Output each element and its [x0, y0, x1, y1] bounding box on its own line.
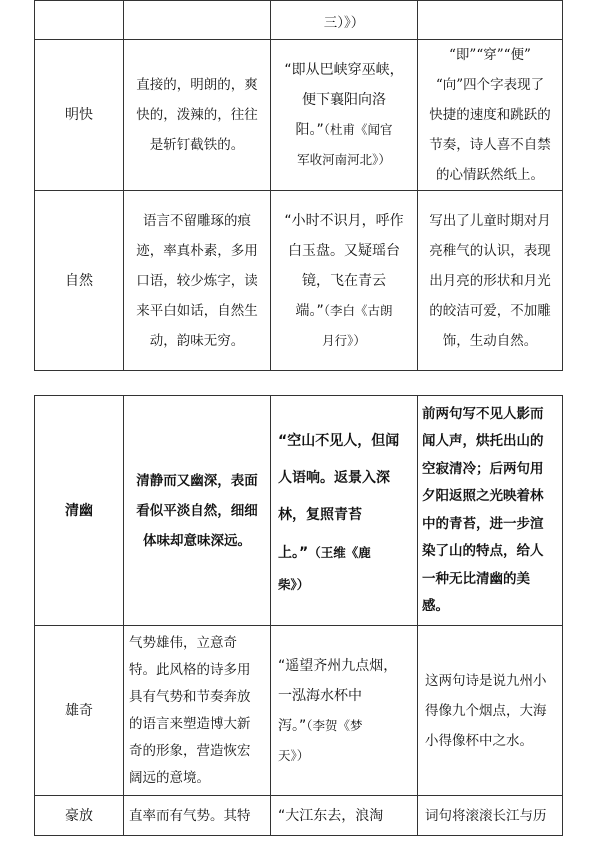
description-line: 特。此风格的诗多用: [129, 661, 251, 678]
description-line: 气势雄伟，立意奇: [129, 634, 237, 651]
analysis-line: 中的青苔，进一步渲: [422, 515, 544, 532]
analysis-line: 亮稚气的认识，表现: [429, 242, 551, 259]
description: [124, 70, 270, 160]
description-line: 快的，泼辣的，往往: [136, 107, 258, 123]
poem-line: “空山不见人，但闻: [278, 433, 400, 449]
description-line: 直率而有气势。其特: [129, 807, 251, 824]
poem-line: 一泓海水杯中: [278, 687, 362, 704]
poem-line: “大江东去，浪淘: [278, 807, 384, 824]
analysis-line: 饰，生动自然。: [442, 332, 538, 349]
analysis-line: 前两句写不见人影而: [422, 405, 544, 422]
poem-source: （李白《古朗: [323, 302, 393, 318]
poem-source: 柴》）: [278, 577, 310, 592]
poem-line: “即从巴峡穿巫峡，: [284, 62, 404, 78]
analysis-line: 快捷的速度和跳跃的: [429, 107, 551, 123]
style-name: 自然: [65, 272, 93, 289]
analysis-line: 一种无比清幽的美: [422, 570, 530, 587]
table-row: [35, 1, 563, 40]
poem-source: 天》）: [278, 747, 310, 763]
poem-line: 镜，飞在青云: [302, 272, 386, 289]
analysis-cell: [418, 796, 563, 836]
analysis-line: 夕阳返照之光映着林: [422, 488, 544, 504]
table-cell: [418, 1, 563, 40]
poem-cell: [271, 796, 418, 836]
analysis: [418, 40, 562, 190]
description-line: 动，韵味无穷。: [149, 332, 245, 349]
poem-source: 月行》）: [322, 332, 366, 348]
description-line: 具有气势和节奏奔放: [129, 688, 251, 705]
description-line: 语言不留雕琢的痕: [143, 212, 251, 229]
poem-example: [271, 206, 417, 356]
style-name-cell: [35, 40, 124, 191]
poem-line: 林，复照青苔: [278, 507, 362, 523]
description-line: 口语，较少炼字，读: [136, 272, 258, 289]
analysis-line: 闻人声，烘托出山的: [422, 433, 544, 449]
table-row: [35, 396, 563, 626]
style-name: 明快: [65, 107, 93, 123]
poem-line: “遥望齐州九点烟，: [278, 657, 398, 674]
analysis-line: 小得像杯中之水。: [425, 732, 533, 749]
poem-line: “小时不识月，呼作: [284, 212, 404, 229]
style-name: 雄奇: [65, 702, 93, 719]
analysis-line: 染了山的特点，给人: [422, 543, 544, 559]
analysis: [418, 206, 562, 356]
analysis-line: 节奏，诗人喜不自禁: [429, 137, 551, 153]
table-row: [35, 40, 563, 191]
poem-source: （李贺《梦: [306, 717, 363, 733]
table-row: [35, 626, 563, 796]
table-row: [35, 796, 563, 836]
description-cell: [124, 626, 271, 796]
analysis-cell: [418, 626, 563, 796]
description-line: 清静而又幽深，表面: [136, 472, 258, 489]
poem-cell: [271, 191, 418, 371]
analysis-line: “向”四个字表现了: [435, 77, 545, 93]
analysis-line: “即”“穿”“便”: [449, 47, 531, 63]
poem-source-tail: 三）》）: [323, 15, 365, 31]
description: [124, 466, 270, 556]
poem-line: 端。”: [295, 302, 324, 319]
description-cell: [124, 396, 271, 626]
table-row: [35, 191, 563, 371]
analysis: [418, 666, 562, 756]
poem-cell: [271, 626, 418, 796]
style-name-cell: [35, 396, 124, 626]
analysis-line: 得像九个烟点，大海: [425, 702, 547, 719]
analysis-line: 这两句诗是说九州小: [425, 672, 547, 689]
style-name-cell: [35, 796, 124, 836]
analysis-line: 的皎洁可爱，不加雕: [429, 302, 551, 319]
description: [124, 630, 270, 792]
poem-line: 泻。”: [278, 717, 307, 734]
description-line: 奇的形象，营造恢宏: [129, 742, 251, 759]
description-line: 的语言来塑造博大新: [129, 715, 251, 732]
description-cell: [124, 796, 271, 836]
poem-source: 军收河南河北》）: [297, 152, 391, 167]
description-cell: [124, 40, 271, 191]
description-line: 迹，率真朴素，多用: [136, 242, 258, 259]
poem-example: [271, 55, 417, 175]
analysis-line: 词句将滚滚长江与历: [425, 807, 547, 824]
description-line: 是斩钉截铁的。: [149, 137, 245, 153]
poem-example: [271, 651, 417, 771]
analysis-line: 出月亮的形状和月光: [429, 272, 551, 289]
style-name-cell: [35, 191, 124, 371]
poem-line: 阳。”: [295, 122, 324, 138]
poem-source: （王维《鹿: [308, 545, 371, 560]
poetry-style-table-1: [34, 0, 563, 371]
analysis-cell: [418, 396, 563, 626]
poem-line: 人语响。返景入深: [278, 470, 390, 486]
description-line: 体味却意味深远。: [143, 532, 251, 549]
poem-line: 上。”: [278, 545, 309, 561]
style-name: 清幽: [65, 502, 93, 519]
analysis-line: 空寂清冷；后两句用: [422, 460, 544, 477]
analysis: [418, 401, 562, 621]
style-name: 豪放: [65, 807, 93, 824]
poem-source: （杜甫《闻官: [323, 122, 393, 137]
poem-cell: [271, 40, 418, 191]
description-line: 看似平淡自然，细细: [136, 502, 258, 519]
analysis-line: 的心情跃然纸上。: [436, 167, 544, 183]
poetry-style-table-2: [34, 395, 563, 836]
poem-line: 白玉盘。又疑瑶台: [288, 242, 400, 259]
analysis-cell: [418, 40, 563, 191]
description-line: 阔远的意境。: [129, 769, 210, 786]
description: [124, 206, 270, 356]
analysis-cell: [418, 191, 563, 371]
analysis-line: 写出了儿童时期对月: [429, 212, 551, 229]
poem-cell: [271, 396, 418, 626]
table-cell: [124, 1, 271, 40]
analysis-line: 感。: [422, 598, 449, 614]
table-cell: [271, 1, 418, 40]
description-cell: [124, 191, 271, 371]
poem-example: [271, 423, 417, 598]
poem-line: 便下襄阳向洛: [302, 92, 386, 108]
description-line: 直接的，明朗的，爽: [136, 77, 258, 93]
table-cell: [35, 1, 124, 40]
description-line: 来平白如话，自然生: [136, 302, 258, 319]
style-name-cell: [35, 626, 124, 796]
